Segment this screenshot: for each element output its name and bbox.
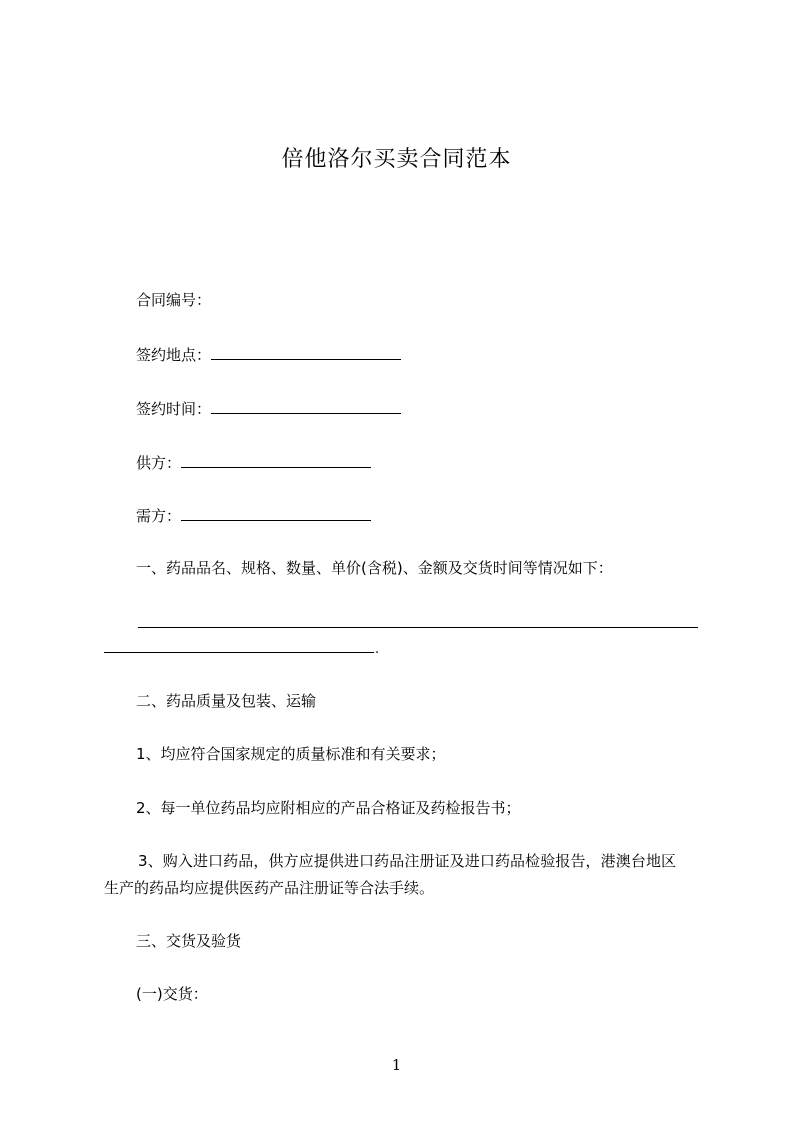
section1-blank-line-1 bbox=[138, 627, 698, 628]
sign-time-blank bbox=[211, 399, 401, 414]
document-title: 倍他洛尔买卖合同范本 bbox=[281, 147, 512, 172]
section1-end-mark: . bbox=[375, 642, 380, 657]
item-2: 2、每一单位药品均应附相应的产品合格证及药检报告书； bbox=[136, 799, 521, 817]
section1-blank-line-2 bbox=[104, 652, 374, 653]
sign-place-blank bbox=[211, 345, 401, 360]
item-3-line-1: 3、购入进口药品，供方应提供进口药品注册证及进口药品检验报告，港澳台地区 bbox=[138, 852, 677, 870]
item-1: 1、均应符合国家规定的质量标准和有关要求； bbox=[136, 745, 446, 763]
supplier-line bbox=[136, 453, 371, 472]
section1-heading: 一、药品品名、规格、数量、单价(含税)、金额及交货时间等情况如下： bbox=[136, 559, 613, 577]
supplier-blank bbox=[181, 453, 371, 468]
sign-place-label: 签约地点： bbox=[136, 346, 212, 364]
sign-place-line bbox=[136, 345, 401, 364]
subsection-delivery: (一)交货： bbox=[136, 985, 208, 1003]
section2-heading: 二、药品质量及包装、运输 bbox=[136, 692, 317, 710]
contract-number-label: 合同编号： bbox=[136, 291, 212, 309]
buyer-label: 需方： bbox=[136, 507, 182, 525]
section3-heading: 三、交货及验货 bbox=[136, 932, 242, 950]
buyer-line bbox=[136, 506, 371, 525]
supplier-label: 供方： bbox=[136, 454, 182, 472]
sign-time-label: 签约时间： bbox=[136, 400, 212, 418]
page-number: 1 bbox=[391, 1056, 402, 1074]
item-3-line-2: 生产的药品均应提供医药产品注册证等合法手续。 bbox=[104, 879, 435, 897]
buyer-blank bbox=[181, 506, 371, 521]
sign-time-line bbox=[136, 399, 401, 418]
